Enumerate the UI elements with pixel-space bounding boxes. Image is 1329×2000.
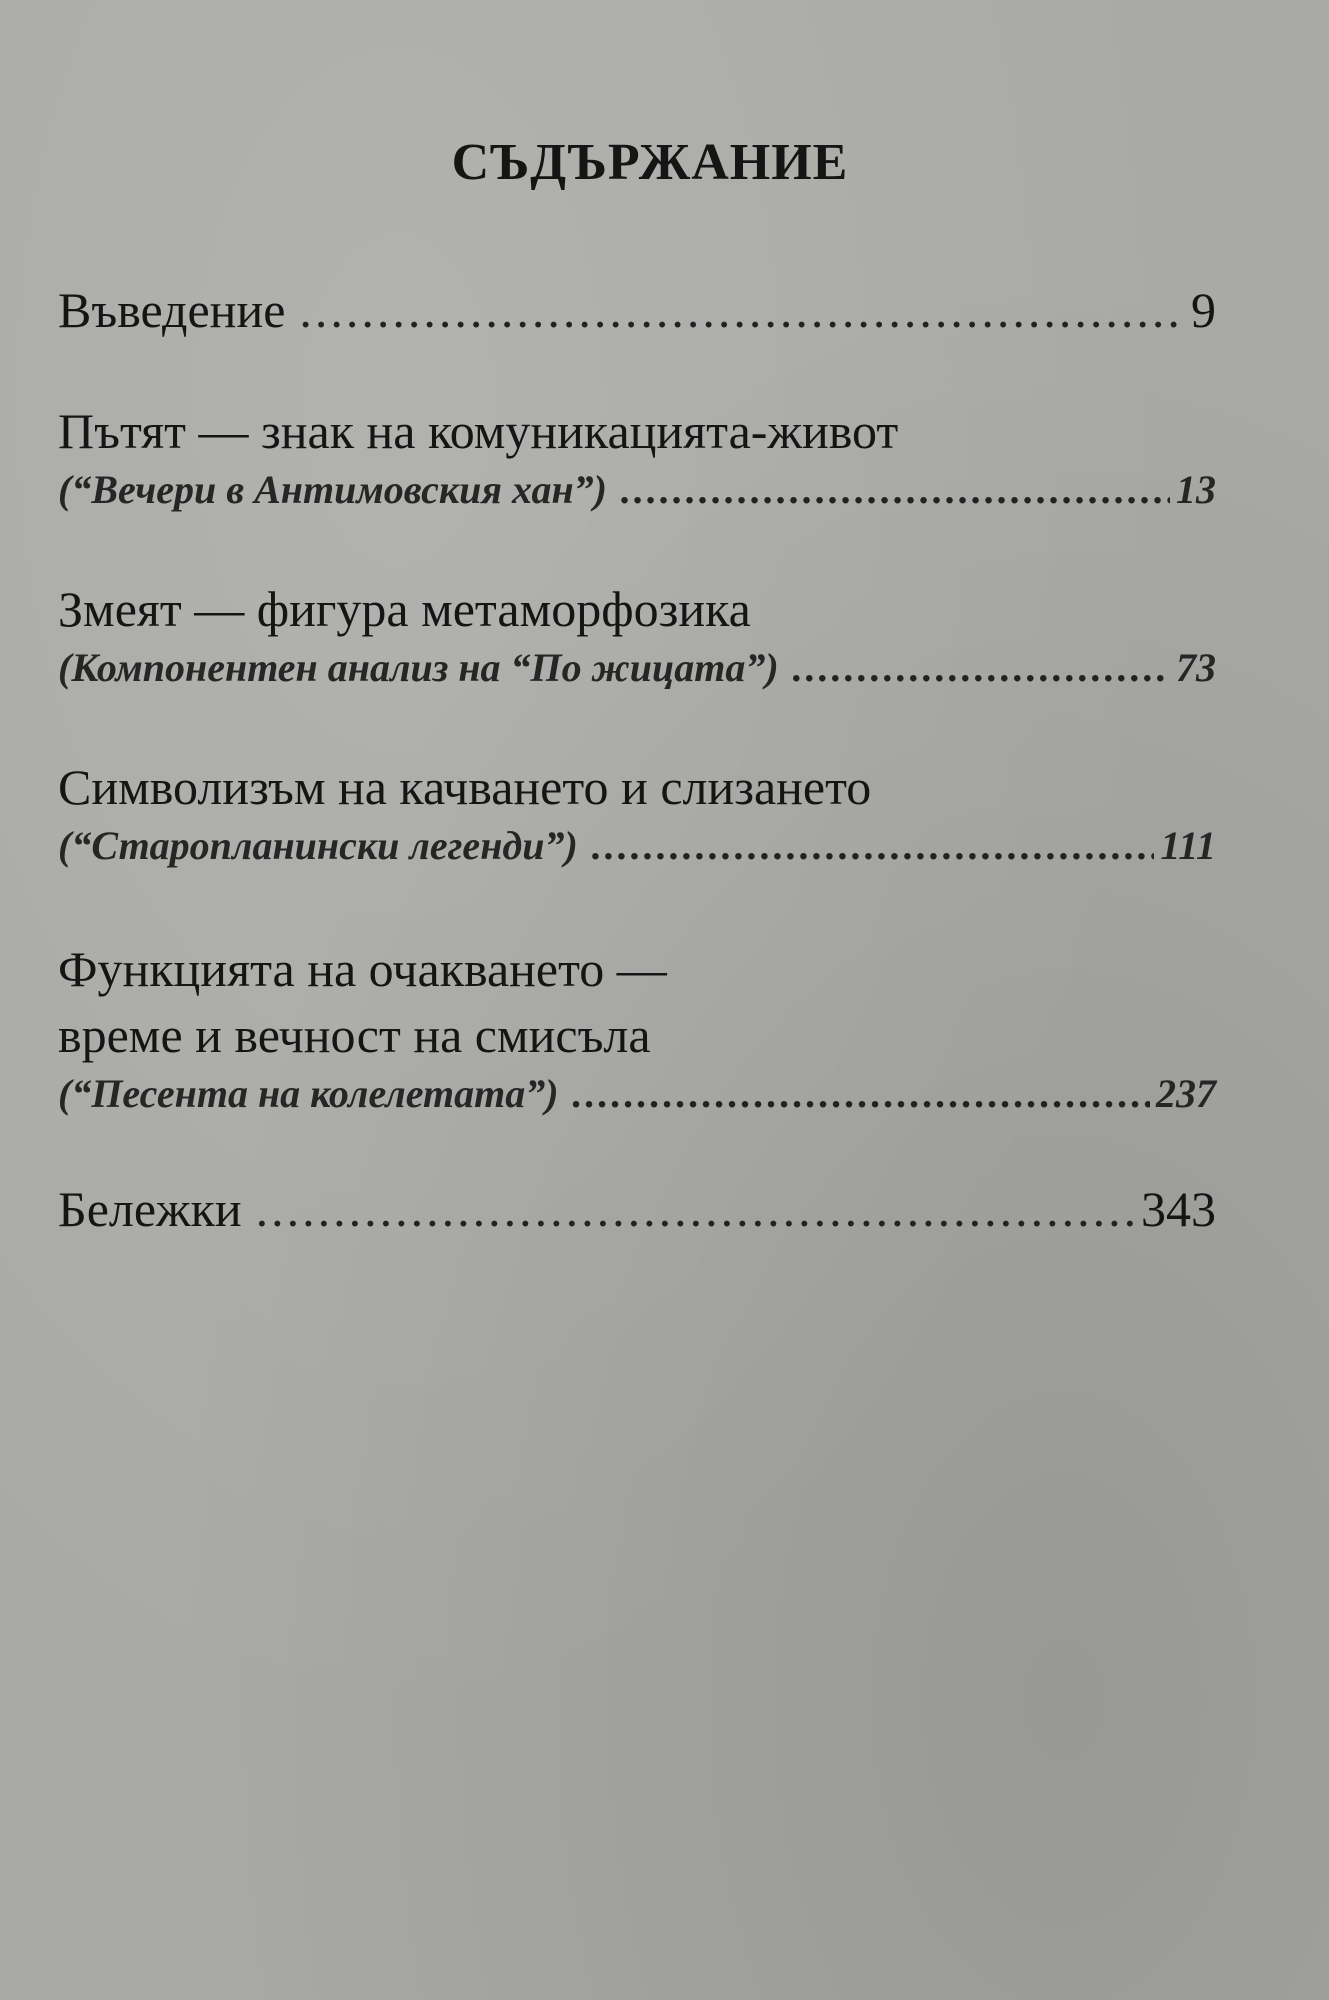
- toc-entry-subtitle: (Компонентен анализ на “По жицата”): [58, 645, 779, 690]
- toc-entry-subtitle: (“Песента на колелетата”): [58, 1071, 559, 1116]
- toc-entry-road: [58, 398, 1216, 516]
- toc-page-number: 13: [1176, 467, 1216, 512]
- toc-entry-subline: [58, 464, 1216, 516]
- toc-entry-subtitle: (“Вечери в Антимовския хан”): [58, 467, 607, 512]
- toc-entry-line: [58, 754, 1216, 820]
- toc-entry-subtitle: (“Старопланински легенди”): [58, 823, 578, 868]
- toc-page-number: 73: [1176, 645, 1216, 690]
- toc-entry-title: Пътят — знак на комуникацията-живот: [58, 403, 899, 459]
- dot-leader: [299, 277, 1185, 343]
- toc-entry-dragon: [58, 576, 1216, 694]
- toc-page-number: 343: [1141, 1181, 1216, 1237]
- toc-entry-line: [58, 398, 1216, 464]
- dot-leader: [793, 642, 1170, 694]
- toc-entry-subline: [58, 1068, 1216, 1120]
- toc-entry-title: Змеят — фигура метаморфозика: [58, 581, 751, 637]
- toc-entry-title-continued: време и вечност на смисъла: [58, 1007, 651, 1063]
- toc-entry-introduction: [58, 277, 1216, 343]
- toc-entry-expectation: [58, 936, 1216, 1120]
- toc-page-number: 9: [1191, 282, 1216, 338]
- toc-entry-title: Въведение: [58, 282, 286, 338]
- toc-entry-line: [58, 1002, 1216, 1068]
- toc-entry-line: [58, 576, 1216, 642]
- dot-leader: [621, 464, 1170, 516]
- dot-leader: [573, 1068, 1150, 1120]
- toc-entry-title: Функцията на очакването —: [58, 941, 667, 997]
- dot-leader: [256, 1176, 1135, 1242]
- toc-entry-symbolism: [58, 754, 1216, 872]
- toc-page-number: 111: [1160, 823, 1216, 868]
- dot-leader: [592, 820, 1155, 872]
- toc-entry-subline: [58, 642, 1216, 694]
- toc-entry-title: Символизъм на качването и слизането: [58, 759, 872, 815]
- toc-entry-line: [58, 1176, 1216, 1242]
- toc-page-number: 237: [1156, 1071, 1216, 1116]
- toc-entry-notes: [58, 1176, 1216, 1242]
- toc-entry-title: Бележки: [58, 1181, 242, 1237]
- toc-entry-subline: [58, 820, 1216, 872]
- toc-entry-line: [58, 277, 1216, 343]
- toc-entry-line: [58, 936, 1216, 1002]
- page-title: СЪДЪРЖАНИЕ: [451, 133, 849, 191]
